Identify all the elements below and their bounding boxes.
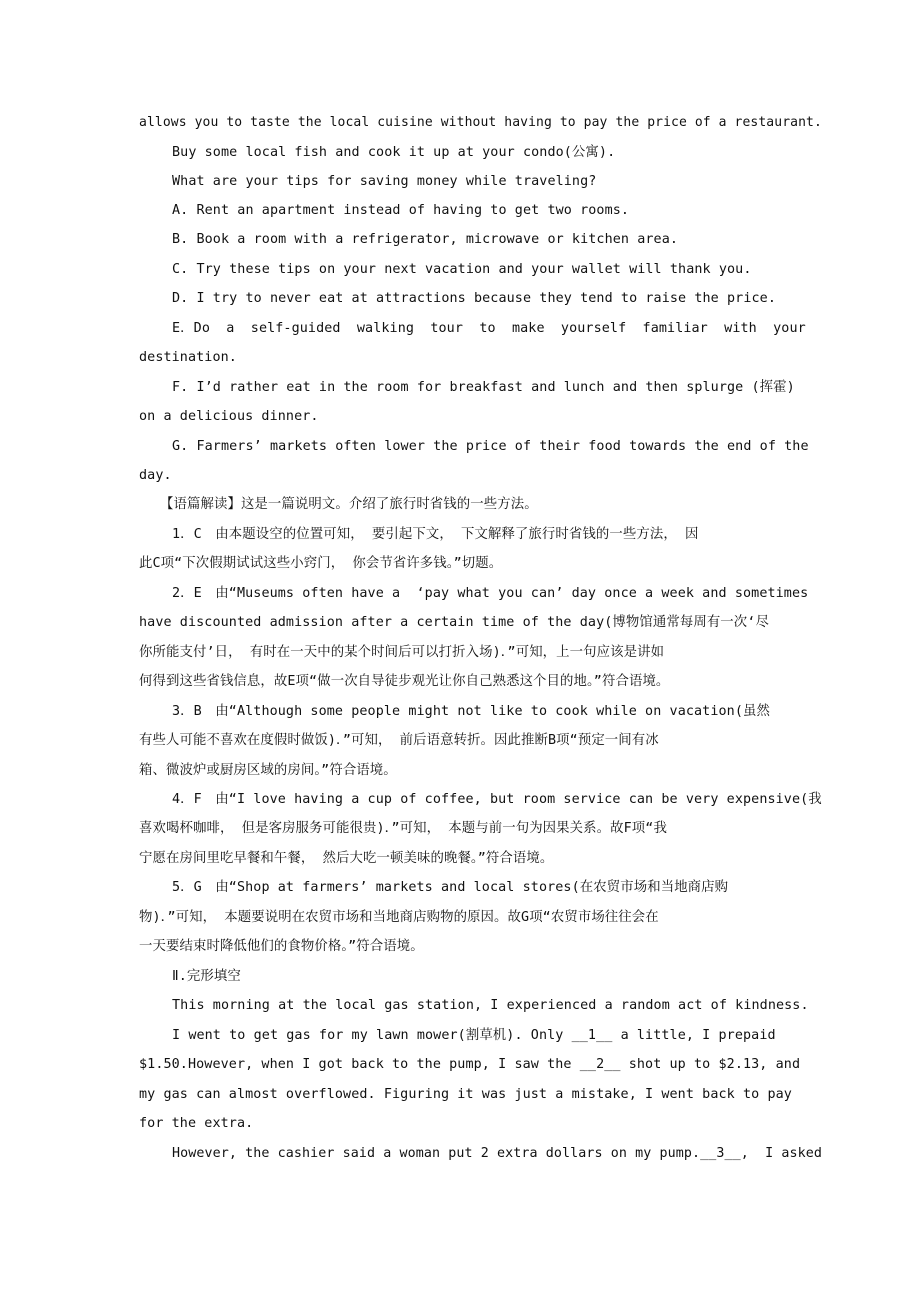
- answer-4: 4．F 由“I love having a cup of coffee, but room service can be very expensive(我: [172, 792, 822, 807]
- section-heading: Ⅱ.完形填空: [172, 969, 241, 984]
- option-d: D. I try to never eat at attractions because they tend to raise the price.: [172, 291, 776, 306]
- text-line: 此C项“下次假期试试这些小窍门， 你会节省许多钱。”切题。: [139, 556, 503, 571]
- option-c: C. Try these tips on your next vacation and your wallet will thank you.: [172, 262, 752, 277]
- text-line: allows you to taste the local cuisine without having to pay the price of a restaurant.: [139, 115, 822, 130]
- text-line: for the extra.: [139, 1116, 254, 1131]
- text-line: day.: [139, 468, 172, 483]
- text-line: 宁愿在房间里吃早餐和午餐， 然后大吃一顿美味的晚餐。”符合语境。: [139, 851, 554, 866]
- passage-analysis: 【语篇解读】这是一篇说明文。介绍了旅行时省钱的一些方法。: [160, 497, 538, 512]
- text-line: 何得到这些省钱信息，故E项“做一次自导徒步观光让你自己熟悉这个目的地。”符合语境。: [139, 674, 670, 689]
- option-g: G. Farmers’ markets often lower the price of their food towards the end of the: [172, 439, 809, 454]
- text-line: 一天要结束时降低他们的食物价格。”符合语境。: [139, 939, 424, 954]
- text-line-blank-3: However, the cashier said a woman put 2 extra dollars on my pump.__3__, I asked: [172, 1146, 822, 1161]
- text-line: 箱、微波炉或厨房区域的房间。”符合语境。: [139, 763, 397, 778]
- text-line: have discounted admission after a certain time of the day(博物馆通常每周有一次‘尽: [139, 615, 769, 630]
- text-line: What are your tips for saving money while traveling?: [172, 174, 597, 189]
- answer-3: 3．B 由“Although some people might not like to cook while on vacation(虽然: [172, 704, 770, 719]
- option-b: B. Book a room with a refrigerator, microwave or kitchen area.: [172, 232, 679, 247]
- text-line: This morning at the local gas station, I experienced a random act of kindness.: [172, 998, 809, 1013]
- option-e: E．Do a self-guided walking tour to make yourself familiar with your: [172, 321, 806, 336]
- answer-2: 2．E 由“Museums often have a ‘pay what you can’ day once a week and sometimes: [172, 586, 809, 601]
- text-line: 喜欢喝杯咖啡， 但是客房服务可能很贵)．”可知， 本题与前一句为因果关系。故F项“我: [139, 821, 667, 836]
- text-line-blank-2: $1.50.However, when I got back to the pump, I saw the __2__ shot up to $2.13, and: [139, 1057, 801, 1072]
- text-line: Buy some local fish and cook it up at your condo(公寓).: [172, 145, 616, 160]
- answer-5: 5．G 由“Shop at farmers’ markets and local stores(在农贸市场和当地商店购: [172, 880, 729, 895]
- option-f: F. I’d rather eat in the room for breakfast and lunch and then splurge (挥霍): [172, 380, 795, 395]
- text-line: 有些人可能不喜欢在度假时做饭)．”可知， 前后语意转折。因此推断B项“预定一间有冰: [139, 733, 659, 748]
- option-a: A. Rent an apartment instead of having to get two rooms.: [172, 203, 630, 218]
- text-line-blank-1: I went to get gas for my lawn mower(割草机). Only __1__ a little, I prepaid: [172, 1028, 776, 1043]
- answer-1: 1．C 由本题设空的位置可知， 要引起下文， 下文解释了旅行时省钱的一些方法， 因: [172, 527, 699, 542]
- text-line: my gas can almost overflowed. Figuring it was just a mistake, I went back to pay: [139, 1087, 792, 1102]
- text-line: 你所能支付’日， 有时在一天中的某个时间后可以打折入场)．”可知，上一句应该是讲如: [139, 645, 665, 660]
- text-line: destination.: [139, 350, 237, 365]
- text-line: on a delicious dinner.: [139, 409, 319, 424]
- text-line: 物)．”可知， 本题要说明在农贸市场和当地商店购物的原因。故G项“农贸市场往往会在: [139, 910, 659, 925]
